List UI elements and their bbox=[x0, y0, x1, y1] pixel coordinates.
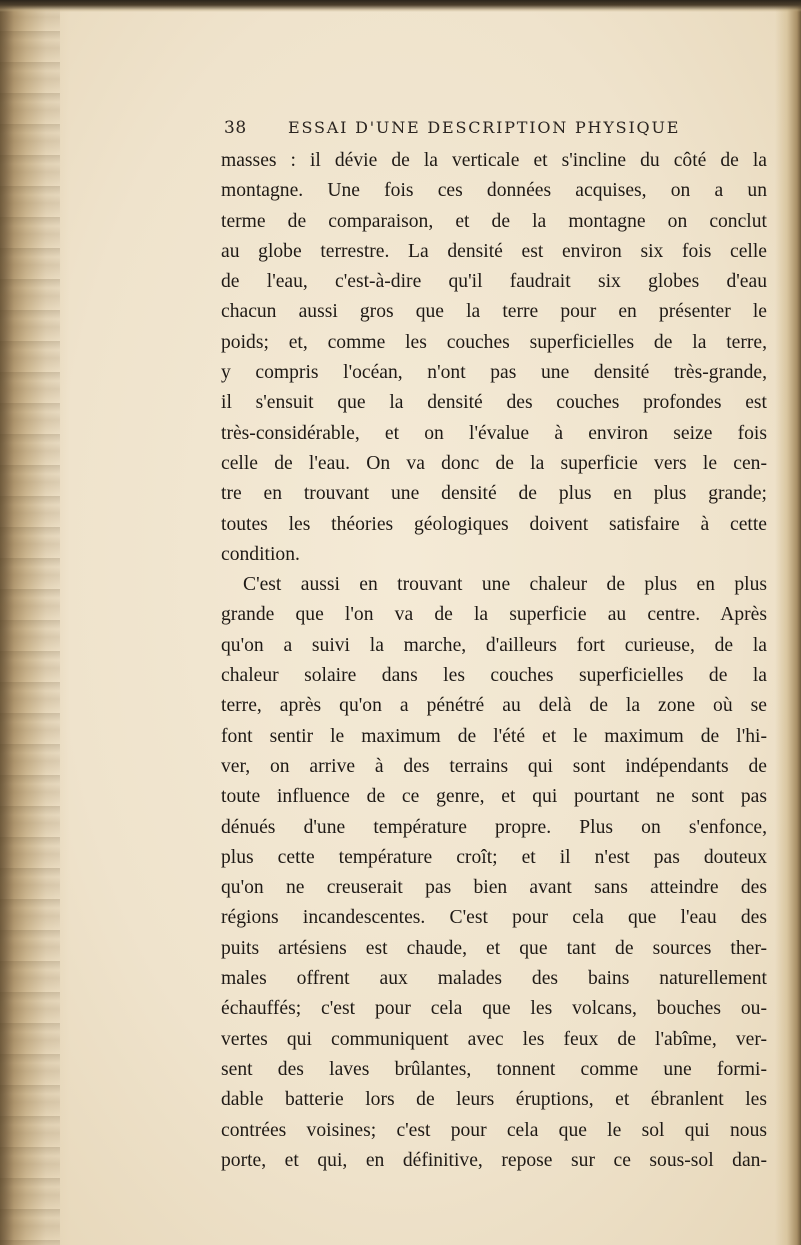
text-line: males offrent aux malades des bains naturellement bbox=[221, 968, 767, 990]
text-line: terme de comparaison, et de la montagne on conclut bbox=[221, 210, 767, 232]
text-line: au globe terrestre. La densité est environ six fois celle bbox=[221, 240, 767, 262]
text-line: toute influence de ce genre, et qui pourtant ne sont pas bbox=[221, 786, 767, 808]
text-line: grande que l'on va de la superficie au centre. Après bbox=[221, 604, 767, 626]
text-line: poids; et, comme les couches superficielles de la terre, bbox=[221, 331, 767, 353]
text-line: plus cette température croît; et il n'est pas douteux bbox=[221, 846, 767, 868]
text-line-paragraph-end: condition. bbox=[221, 543, 300, 565]
text-line: il s'ensuit que la densité des couches profondes est bbox=[221, 392, 767, 414]
text-line: celle de l'eau. On va donc de la superficie vers le cen- bbox=[221, 452, 767, 474]
torn-top-edge bbox=[0, 0, 801, 12]
text-line: font sentir le maximum de l'été et le maximum de l'hi- bbox=[221, 725, 767, 747]
binding-shadow bbox=[775, 0, 801, 1245]
text-line: y compris l'océan, n'ont pas une densité très-grande, bbox=[221, 362, 767, 384]
text-line: dénués d'une température propre. Plus on s'enfonce, bbox=[221, 816, 767, 838]
text-line: régions incandescentes. C'est pour cela que l'eau des bbox=[221, 907, 767, 929]
text-line-paragraph-start: C'est aussi en trouvant une chaleur de plus en plus bbox=[243, 574, 767, 596]
running-title: ESSAI D'UNE DESCRIPTION PHYSIQUE bbox=[288, 118, 681, 137]
text-line: ver, on arrive à des terrains qui sont indépendants de bbox=[221, 755, 767, 777]
text-line: de l'eau, c'est-à-dire qu'il faudrait six globes d'eau bbox=[221, 271, 767, 293]
text-line: échauffés; c'est pour cela que les volcans, bouches ou- bbox=[221, 998, 767, 1020]
text-line: masses : il dévie de la verticale et s'incline du côté de la bbox=[221, 150, 767, 171]
text-line: chaleur solaire dans les couches superficielles de la bbox=[221, 665, 767, 687]
text-line: montagne. Une fois ces données acquises, on a un bbox=[221, 180, 767, 202]
text-line: qu'on ne creuserait pas bien avant sans atteindre des bbox=[221, 877, 767, 899]
text-line: sent des laves brûlantes, tonnent comme une formi- bbox=[221, 1058, 767, 1080]
text-line: porte, et qui, en définitive, repose sur ce sous-sol dan- bbox=[221, 1149, 767, 1171]
text-line: contrées voisines; c'est pour cela que le sol qui nous bbox=[221, 1119, 767, 1141]
text-line: vertes qui communiquent avec les feux de l'abîme, ver- bbox=[221, 1028, 767, 1050]
text-line: qu'on a suivi la marche, d'ailleurs fort curieuse, de la bbox=[221, 634, 767, 656]
running-header bbox=[224, 118, 764, 146]
body-text bbox=[221, 146, 767, 1176]
text-line: puits artésiens est chaude, et que tant de sources ther- bbox=[221, 937, 767, 959]
text-line: tre en trouvant une densité de plus en plus grande; bbox=[221, 483, 767, 505]
text-line: très-considérable, et on l'évalue à environ seize fois bbox=[221, 422, 767, 444]
text-line: dable batterie lors de leurs éruptions, et ébranlent les bbox=[221, 1089, 767, 1111]
text-line: chacun aussi gros que la terre pour en présenter le bbox=[221, 301, 767, 323]
text-line: toutes les théories géologiques doivent satisfaire à cette bbox=[221, 513, 767, 535]
text-line: terre, après qu'on a pénétré au delà de la zone où se bbox=[221, 695, 767, 717]
page-number: 38 bbox=[224, 118, 247, 138]
edge-stains bbox=[0, 0, 60, 1245]
